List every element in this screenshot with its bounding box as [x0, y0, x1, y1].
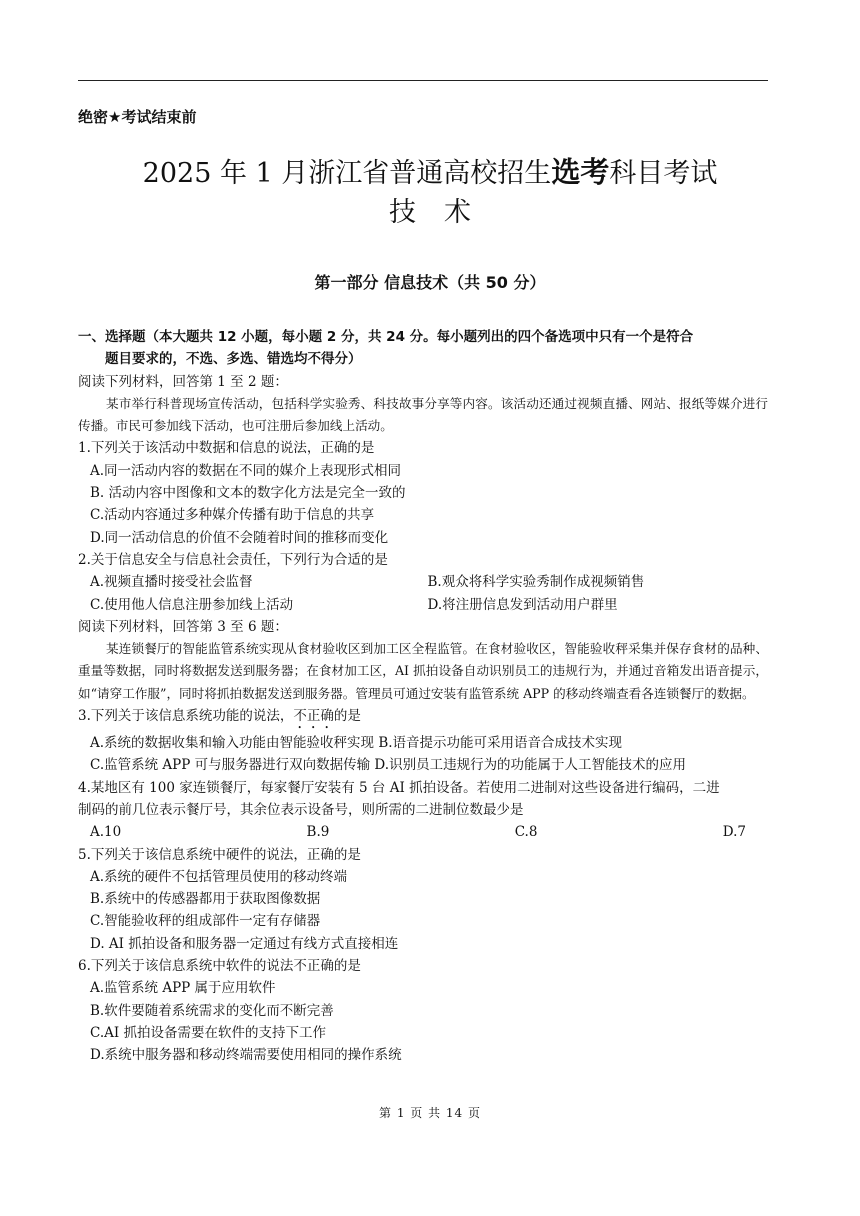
question-2-options-row-1: [78, 571, 768, 593]
question-6-option-c: C.AI 抓拍设备需要在软件的支持下工作: [90, 1024, 327, 1041]
question-1-stem: 1.下列关于该活动中数据和信息的说法，正确的是: [78, 440, 375, 457]
question-2-option-c: C.使用他人信息注册参加线上活动: [90, 596, 294, 613]
question-3-stem-prefix: 3.下列关于该信息系统功能的说法，: [78, 708, 294, 725]
question-2-option-a: A.视频直播时接受社会监督: [90, 574, 253, 591]
question-5-stem: 5.下列关于该信息系统中硬件的说法，正确的是: [78, 846, 361, 863]
question-4-stem-cont: 制码的前几位表示餐厅号，其余位表示设备号，则所需的二进制位数最少是: [78, 801, 524, 818]
title-prefix: 2025 年 1 月浙江省普通高校招生: [142, 158, 552, 189]
material-intro-2: 阅读下列材料，回答第 3 至 6 题：: [78, 618, 288, 635]
question-3-stem-emphasis: 不正确: [293, 708, 334, 725]
question-4-option-d: D.7: [722, 824, 746, 841]
question-6-option-b: B.软件要随着系统需求的变化而不断完善: [90, 1002, 334, 1019]
question-2-options-row-2: [78, 594, 768, 616]
subject-title: 技术: [389, 197, 499, 228]
question-3-stem: [78, 705, 768, 732]
question-4-option-a: A.10: [90, 824, 122, 841]
material-passage-2: 某连锁餐厅的智能监管系统实现从食材验收区到加工区全程监管。在食材验收区，智能验收秤采集并保存食材的品种、重量等数据，同时将数据发送到服务器；在食材加工区，AI 抓拍设备自动识别员工的违规行为，并通过音箱发出语音提示，如“请穿工作服”，同时将抓拍数据发送到服务器。管理员可通过安装有监管系统 APP 的移动终端查看各连锁餐厅的数据。: [78, 641, 768, 701]
material-intro-1: 阅读下列材料，回答第 1 至 2 题：: [78, 373, 288, 390]
question-1-option-a: A.同一活动内容的数据在不同的媒介上表现形式相同: [90, 462, 402, 479]
question-4-stem: 4.某地区有 100 家连锁餐厅，每家餐厅安装有 5 台 AI 抓拍设备。若使用二进制对这些设备进行编码，二进: [78, 779, 720, 796]
question-1-option-d: D.同一活动信息的价值不会随着时间的推移而变化: [90, 529, 389, 546]
question-6-option-d: D.系统中服务器和移动终端需要使用相同的操作系统: [90, 1047, 402, 1064]
title-suffix: 科目考试: [609, 158, 718, 189]
question-5-option-d: D. AI 抓拍设备和服务器一定通过有线方式直接相连: [90, 935, 399, 952]
material-passage-1: 某市举行科普现场宣传活动，包括科学实验秀、科技故事分享等内容。该活动还通过视频直播、网站、报纸等媒介进行传播。市民可参加线下活动，也可注册后参加线上活动。: [78, 395, 768, 434]
question-4-option-b: B.9: [306, 824, 330, 841]
page-number: 第 1 页 共 14 页: [379, 1106, 481, 1120]
question-1-option-c: C.活动内容通过多种媒介传播有助于信息的共享: [90, 507, 375, 524]
question-3-stem-suffix: 的是: [333, 708, 361, 725]
question-2-stem: 2.关于信息安全与信息社会责任，下列行为合适的是: [78, 551, 388, 568]
question-4-options: [78, 821, 768, 843]
question-5-option-b: B.系统中的传感器都用于获取图像数据: [90, 891, 321, 908]
question-content: [78, 326, 768, 1067]
confidential-label: 绝密★考试结束前: [78, 108, 197, 126]
title-bold: 选考: [551, 155, 610, 189]
question-2-option-d: D.将注册信息发到活动用户群里: [427, 596, 618, 613]
top-rule: [78, 80, 768, 81]
part-title: 第一部分 信息技术（共 50 分）: [314, 273, 546, 292]
section-heading: 一、选择题（本大题共 12 小题，每小题 2 分，共 24 分。每小题列出的四个备选项中只有一个是符合: [78, 329, 694, 345]
question-3-options-line-2: C.监管系统 APP 可与服务器进行双向数据传输 D.识别员工违规行为的功能属于人工智能技术的应用: [90, 757, 687, 774]
section-heading-cont: 题目要求的，不选、多选、错选均不得分）: [105, 351, 362, 368]
question-4-option-c: C.8: [514, 824, 538, 841]
question-3-options-line-1: A.系统的数据收集和输入功能由智能验收秤实现 B.语音提示功能可采用语音合成技术实现: [90, 735, 623, 752]
question-6-option-a: A.监管系统 APP 属于应用软件: [90, 980, 276, 997]
question-5-option-c: C.智能验收秤的组成部件一定有存储器: [90, 913, 321, 930]
exam-title: [0, 152, 860, 194]
question-1-option-b: B. 活动内容中图像和文本的数字化方法是完全一致的: [90, 485, 406, 502]
question-2-option-b: B.观众将科学实验秀制作成视频销售: [427, 574, 645, 591]
question-6-stem: 6.下列关于该信息系统中软件的说法不正确的是: [78, 958, 361, 975]
question-5-option-a: A.系统的硬件不包括管理员使用的移动终端: [90, 868, 348, 885]
